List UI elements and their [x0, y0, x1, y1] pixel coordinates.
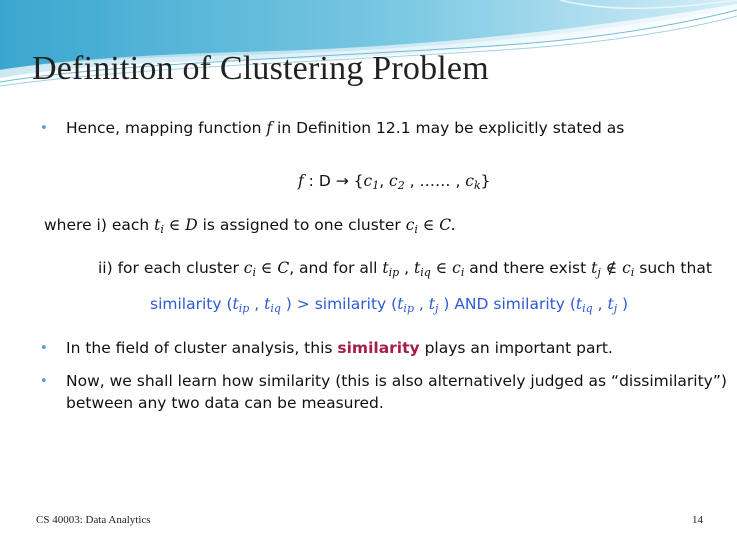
- sim-b: t: [264, 295, 271, 313]
- where-in-d: ∈ D: [163, 216, 198, 234]
- similarity-highlight: similarity: [337, 339, 420, 357]
- sim-e: t: [428, 295, 435, 313]
- sim-gt: ) > similarity (: [280, 295, 398, 313]
- bullet-2-marker: •: [40, 341, 48, 356]
- ii-forall: , and for all: [289, 259, 383, 277]
- ii-in-ci: ∈ c: [430, 259, 461, 277]
- ii-t1-sub: ip: [388, 266, 400, 279]
- ii-such-that: such that: [634, 259, 712, 277]
- sim-g-sub: iq: [582, 302, 593, 315]
- mapping-f-symbol: f: [266, 119, 273, 137]
- sim-and: ) AND similarity (: [438, 295, 576, 313]
- ii-t2: t: [414, 259, 421, 277]
- bullet-1-text: [66, 118, 624, 138]
- slide-title: Definition of Clustering Problem: [32, 50, 489, 87]
- ii-exist: and there exist: [464, 259, 592, 277]
- formula-c2: c: [389, 172, 398, 190]
- where-lead: where i) each: [44, 216, 155, 234]
- formula-f: f: [298, 172, 304, 190]
- similarity-condition: [150, 294, 628, 319]
- bullet-1-text-b: in Definition 12.1 may be explicitly stated as: [272, 119, 625, 137]
- formula-colon: : D: [303, 172, 336, 190]
- mapping-formula: [298, 171, 491, 196]
- bullet-1-marker: •: [40, 121, 48, 136]
- ii-lead: ii) for each cluster: [98, 259, 244, 277]
- formula-sub-2: 2: [397, 179, 405, 192]
- where-assigned: is assigned to one cluster: [197, 216, 406, 234]
- sim-h: t: [607, 295, 614, 313]
- where-condition-line: [44, 215, 456, 240]
- formula-arrow: →: [335, 172, 349, 190]
- sim-b-sub: iq: [270, 302, 281, 315]
- where-c-sub: i: [414, 223, 418, 236]
- ii-tj-sub: j: [597, 266, 601, 279]
- sim-1: similarity (: [150, 295, 233, 313]
- sim-h-sub: j: [613, 302, 618, 315]
- sim-d: t: [397, 295, 404, 313]
- ii-notin: ∉ c: [600, 259, 631, 277]
- ii-t2-sub: iq: [420, 266, 431, 279]
- bullet-3-marker: •: [40, 374, 48, 389]
- ii-t1: t: [382, 259, 389, 277]
- formula-comma: ,: [379, 172, 390, 190]
- where-c: c: [405, 216, 415, 234]
- bullet-3-line-2: between any two data can be measured.: [66, 394, 384, 412]
- formula-sub-1: 1: [372, 179, 380, 192]
- where-in-c: ∈ C.: [417, 216, 456, 234]
- condition-ii-line: [98, 258, 712, 283]
- sim-d-sub: ip: [403, 302, 414, 315]
- where-t-sub: i: [160, 223, 164, 236]
- formula-sub-k: k: [473, 179, 481, 192]
- sim-a-sub: ip: [238, 302, 250, 315]
- page-number: 14: [692, 514, 703, 526]
- sim-end: ): [617, 295, 629, 313]
- sim-comma-3: ,: [592, 295, 608, 313]
- ii-c: c: [243, 259, 253, 277]
- sim-comma-2: ,: [413, 295, 429, 313]
- bullet-1-text-a: Hence, mapping function: [66, 119, 267, 137]
- bullet-2-text: [66, 338, 613, 358]
- ii-tj: t: [591, 259, 598, 277]
- sim-g: t: [575, 295, 583, 313]
- formula-ck: c: [465, 172, 474, 190]
- where-t: t: [154, 216, 161, 234]
- formula-dots: , …… ,: [404, 172, 466, 190]
- sim-a: t: [232, 295, 239, 313]
- sim-e-sub: j: [435, 302, 439, 315]
- ii-c-sub: i: [252, 266, 256, 279]
- formula-c1: c: [363, 172, 373, 190]
- ii-in-c: ∈ C: [256, 259, 290, 277]
- sim-comma-1: ,: [249, 295, 265, 313]
- formula-close-brace: }: [480, 172, 491, 190]
- bullet-2-after: plays an important part.: [419, 339, 613, 357]
- bullet-3-line-1: Now, we shall learn how similarity (this is also alternatively judged as “dissimilarity”): [66, 372, 727, 390]
- ii-comma: ,: [399, 259, 414, 277]
- ii-notin-sub: i: [630, 266, 635, 279]
- footer-course: CS 40003: Data Analytics: [36, 514, 151, 526]
- bullet-2-before: In the field of cluster analysis, this: [66, 339, 338, 357]
- ii-ci-sub: i: [460, 266, 465, 279]
- formula-open-brace: {: [348, 172, 364, 190]
